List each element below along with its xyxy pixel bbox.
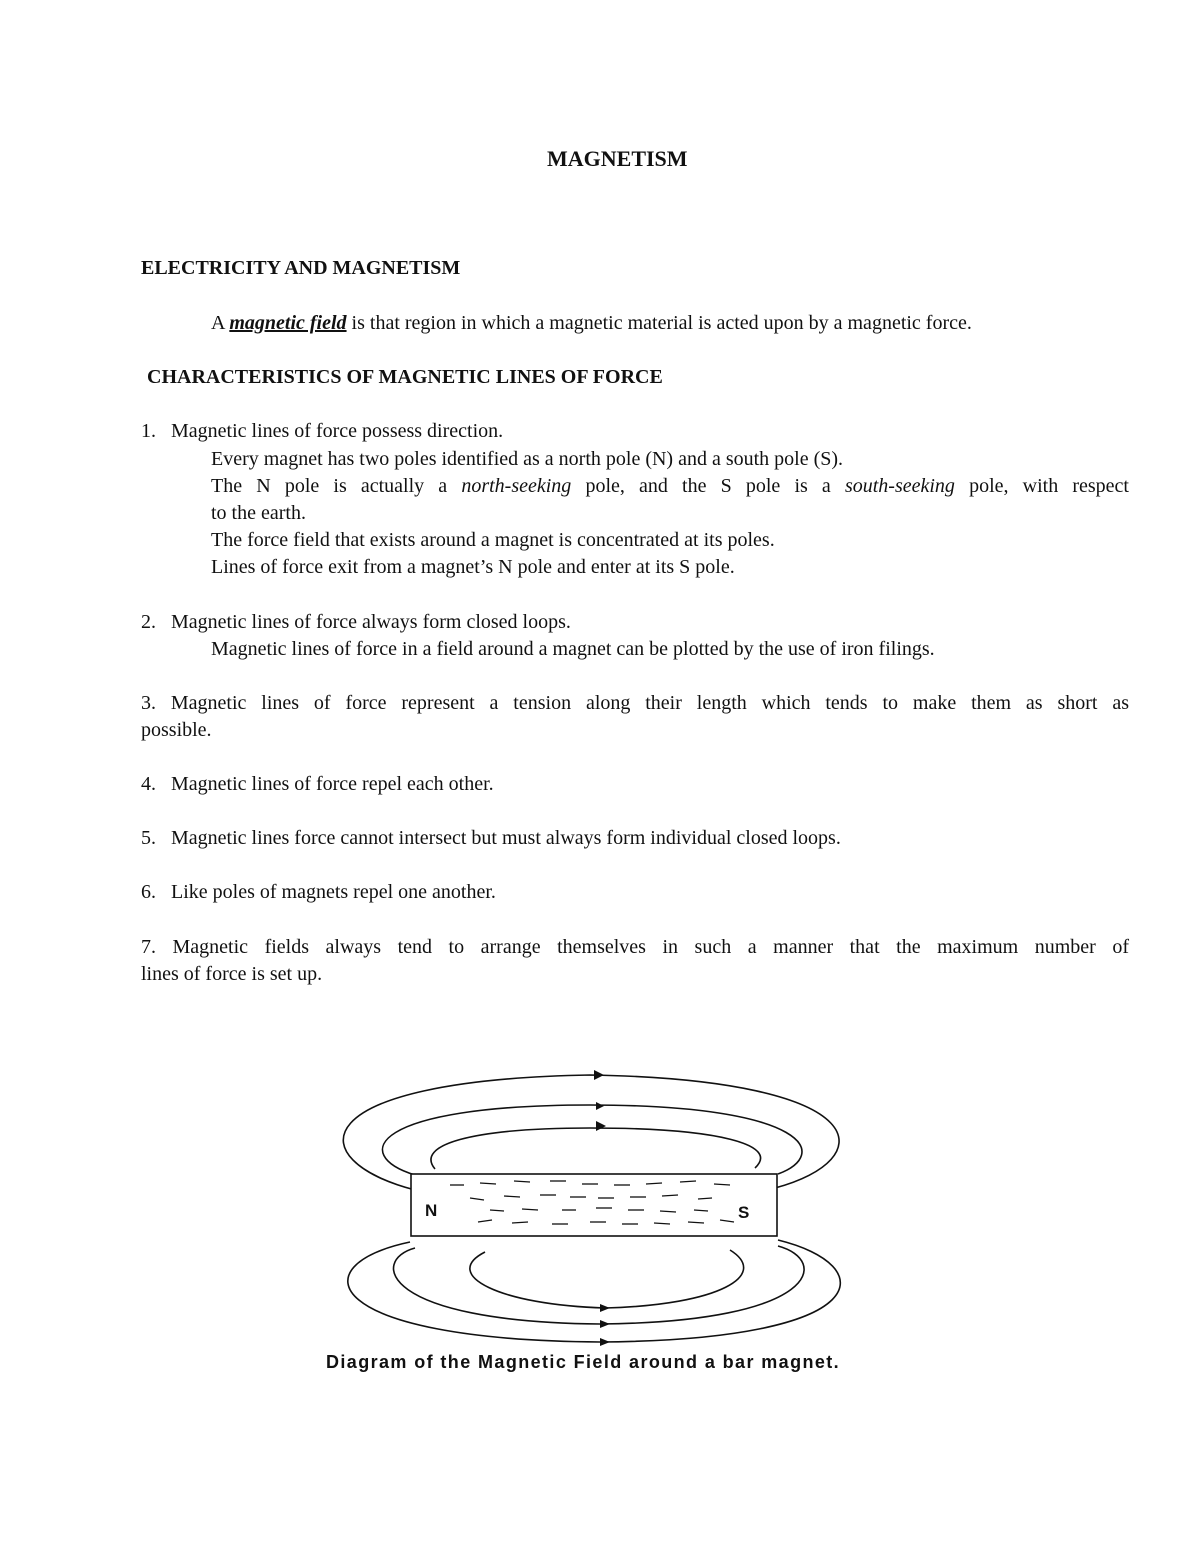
definition-text: is that region in which a magnetic material is acted upon by a magnetic force.	[346, 312, 972, 334]
item-1-sub-2-c: pole, and the S pole is a	[571, 475, 845, 497]
item-7-line-1: 7. Magnetic fields always tend to arrange themselves in such a manner that the maximum number of	[141, 936, 1129, 958]
upper-field-line-middle	[382, 1105, 801, 1175]
item-1-sub-2-south-seeking: south-seeking	[844, 475, 955, 497]
section-heading-electricity: ELECTRICITY AND MAGNETISM	[141, 257, 461, 279]
upper-field-line-inner	[431, 1128, 761, 1169]
item-1-sub-4: Lines of force exit from a magnet’s N pole and enter at its S pole.	[211, 556, 735, 578]
south-pole-label: S	[738, 1203, 750, 1222]
lower-field-line-inner	[470, 1250, 744, 1308]
diagram-caption: Diagram of the Magnetic Field around a bar magnet.	[326, 1352, 841, 1372]
item-1-sub-2-continued: to the earth.	[211, 502, 306, 524]
item-6-number: 6.	[141, 881, 156, 903]
item-5-text: Magnetic lines force cannot intersect but must always form individual closed loops.	[171, 827, 841, 849]
item-2-sub-1: Magnetic lines of force in a field around a magnet can be plotted by the use of iron filings.	[211, 638, 935, 660]
item-4-number: 4.	[141, 773, 156, 795]
item-1-number: 1.	[141, 420, 156, 442]
arrow-upper-middle	[596, 1102, 604, 1110]
item-3-line-2: possible.	[141, 719, 212, 741]
magnetic-field-diagram	[300, 1060, 880, 1360]
item-3-line-1: 3. Magnetic lines of force represent a tension along their length which tends to make them as short as	[141, 692, 1129, 714]
arrow-lower-outer	[600, 1338, 610, 1346]
item-1-sub-2-north-seeking: north-seeking	[461, 475, 572, 497]
item-6-text: Like poles of magnets repel one another.	[171, 881, 496, 903]
item-1-sub-3: The force field that exists around a magnet is concentrated at its poles.	[211, 529, 775, 551]
definition-term: magnetic field	[229, 312, 347, 334]
item-4-text: Magnetic lines of force repel each other.	[171, 773, 494, 795]
magnetic-field-definition	[211, 310, 972, 337]
section-heading-characteristics: CHARACTERISTICS OF MAGNETIC LINES OF FORCE	[147, 366, 663, 388]
arrow-lower-inner	[600, 1304, 610, 1312]
definition-prefix: A	[211, 312, 230, 334]
item-1-sub-1: Every magnet has two poles identified as a north pole (N) and a south pole (S).	[211, 448, 844, 470]
upper-field-line-outer	[343, 1075, 839, 1190]
item-1-sub-2	[211, 473, 1129, 500]
lower-field-line-outer	[348, 1240, 841, 1342]
arrow-upper-outer	[594, 1070, 604, 1080]
bar-magnet	[411, 1174, 777, 1236]
item-1-text: Magnetic lines of force possess direction.	[171, 420, 504, 442]
lower-field-line-middle	[394, 1246, 805, 1324]
item-7-line-2: lines of force is set up.	[141, 963, 323, 985]
arrow-lower-middle	[600, 1320, 610, 1328]
item-2-text: Magnetic lines of force always form closed loops.	[171, 611, 571, 633]
item-1-sub-2-a: The N pole is actually a	[211, 475, 462, 497]
north-pole-label: N	[425, 1201, 438, 1220]
item-5-number: 5.	[141, 827, 156, 849]
item-2-number: 2.	[141, 611, 156, 633]
arrow-upper-inner	[596, 1121, 606, 1131]
item-1-sub-2-e: pole, with respect	[954, 475, 1129, 497]
page-title: MAGNETISM	[547, 146, 688, 171]
